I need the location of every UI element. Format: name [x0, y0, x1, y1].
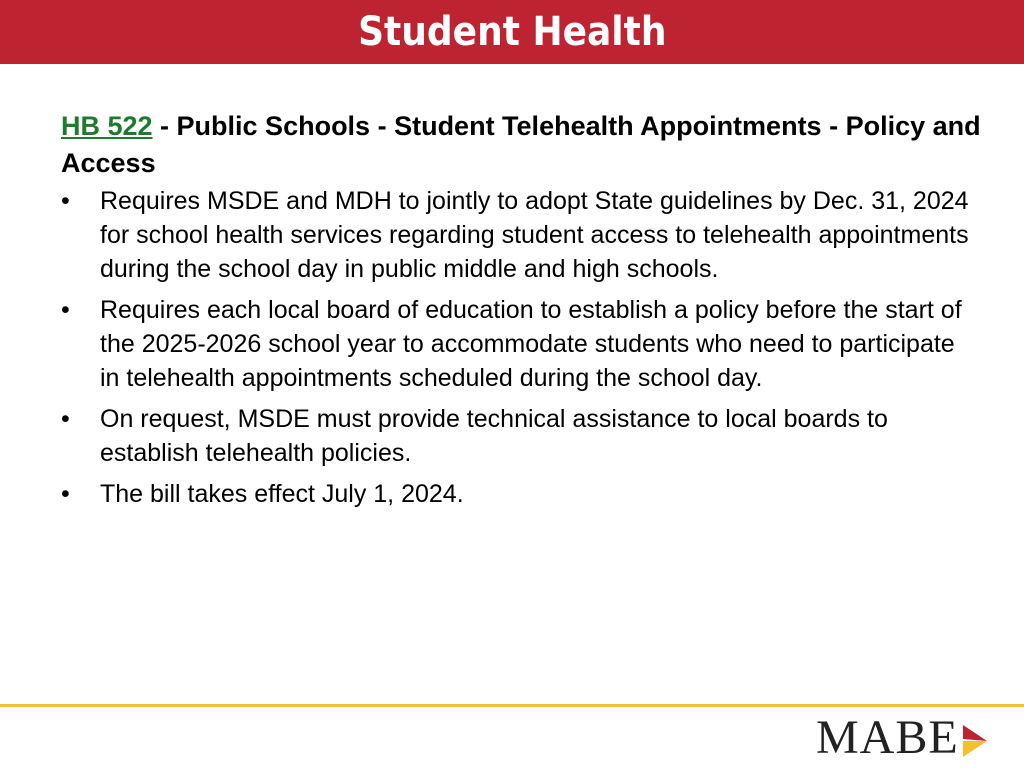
bullet-text: On request, MSDE must provide technical assistance to local boards to establish telehealth policies. [100, 405, 888, 467]
list-item [61, 477, 981, 511]
footer-divider [0, 704, 1024, 707]
bullet-text: Requires each local board of education to establish a policy before the start of the 2025-2026 school year to accommodate students who need to participate in telehealth appointments scheduled during the school day. [100, 296, 962, 392]
bullet-icon: • [61, 187, 70, 215]
bullet-icon: • [61, 405, 70, 433]
bullet-icon: • [61, 296, 70, 324]
title-bar [0, 0, 1024, 64]
list-item [61, 402, 981, 470]
bill-heading [61, 108, 981, 182]
bill-title: - Public Schools - Student Telehealth Appointments - Policy and Access [61, 111, 981, 178]
mabe-logo [816, 712, 1006, 764]
logo-text: MABE [816, 711, 959, 764]
list-item [61, 184, 981, 286]
logo-arrow-icon [961, 721, 991, 761]
list-item [61, 293, 981, 395]
bill-link[interactable]: HB 522 [61, 111, 153, 141]
page-title: Student Health [357, 9, 667, 55]
bullet-text: The bill takes effect July 1, 2024. [100, 480, 464, 508]
bullet-icon: • [61, 480, 70, 508]
bullet-text: Requires MSDE and MDH to jointly to adopt State guidelines by Dec. 31, 2024 for school health services regarding student access to telehealth appointments during the school day in public middle and high schools. [100, 187, 969, 283]
content-area [61, 108, 981, 518]
bullet-list [61, 184, 981, 511]
